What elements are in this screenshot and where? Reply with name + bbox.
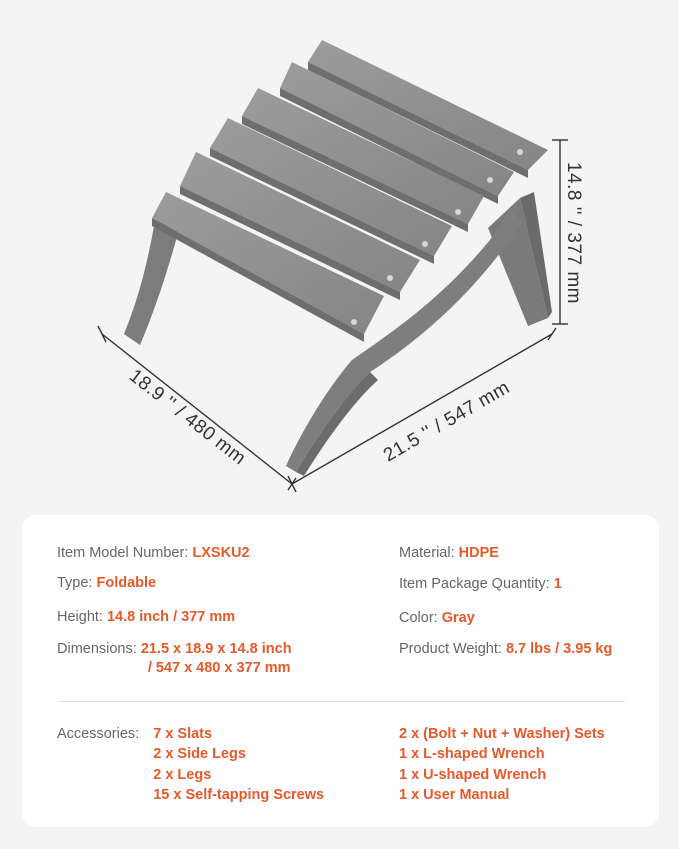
accessory-item: 1 x L-shaped Wrench [399,746,545,763]
accessories-label: Accessories: [57,726,140,742]
spec-model [57,544,250,563]
side-leg-left [124,220,180,345]
divider [58,701,625,702]
spec-label: Height: [57,609,103,625]
accessory-item: 7 x Slats [153,726,213,742]
spec-value: 1 [553,576,562,592]
spec-label: Color: [399,610,438,626]
depth-dimension-label: 18.9 '' / 480 mm [124,365,250,470]
depth-dimension-line [98,326,296,492]
spec-value: HDPE [458,545,499,561]
spec-value-line-2: / 547 x 480 x 377 mm [147,660,291,676]
spec-label: Type: [57,575,93,591]
accessory-item: 1 x User Manual [399,786,510,803]
spec-value-line-1: 21.5 x 18.9 x 14.8 inch [140,641,292,657]
accessory-item: 15 x Self-tapping Screws [153,786,325,803]
spec-material [399,544,499,563]
accessories-right [399,724,605,805]
spec-label: Item Package Quantity: [399,576,550,592]
spec-height [57,608,235,627]
spec-value: LXSKU2 [192,545,250,561]
spec-label: Material: [399,545,455,561]
width-dimension-label: 21.5 '' / 547 mm [380,377,514,467]
spec-label: Dimensions: [57,641,137,657]
accessory-item: 2 x Side Legs [153,746,246,763]
accessory-item: 1 x U-shaped Wrench [399,766,547,783]
spec-color [399,609,475,628]
spec-type [57,574,156,593]
accessory-item: 2 x Legs [153,766,212,783]
height-dimension-label: 14.8 '' / 377 mm [563,162,584,304]
spec-value: 8.7 lbs / 3.95 kg [505,641,613,657]
spec-label: Product Weight: [399,641,502,657]
spec-value: Gray [441,610,475,626]
accessory-item: 2 x (Bolt + Nut + Washer) Sets [399,726,605,742]
spec-value: 14.8 inch / 377 mm [106,609,236,625]
seat-slats [152,40,548,342]
accessories-left [57,724,324,805]
spec-label: Item Model Number: [57,545,189,561]
spec-quantity [399,575,562,594]
spec-value: Foldable [96,575,157,591]
spec-weight [399,640,612,659]
spec-card [22,515,659,827]
spec-dimensions [57,640,292,678]
back-leg-right [488,192,552,326]
